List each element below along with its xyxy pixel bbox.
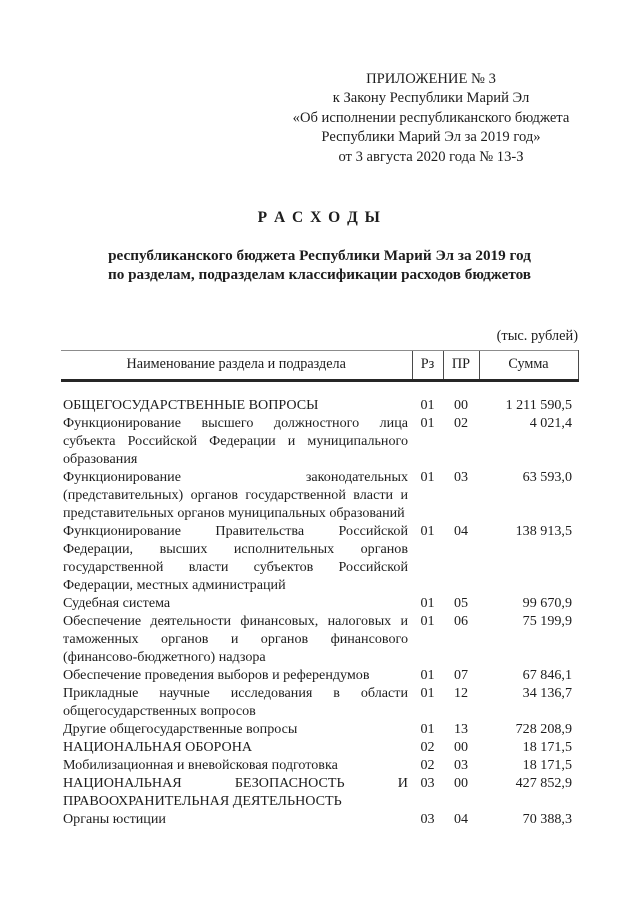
cell-section-name: Органы юстиции <box>63 811 166 827</box>
cell-pr-code: 05 <box>453 595 469 611</box>
cell-sum-value: 70 388,3 <box>522 811 572 827</box>
cell-section-name: Прикладные научные исследования в области общегосударственных вопросов <box>63 685 408 719</box>
cell-section-name: НАЦИОНАЛЬНАЯ БЕЗОПАСНОСТЬ И ПРАВООХРАНИТЕЛЬНАЯ ДЕЯТЕЛЬНОСТЬ <box>63 775 408 809</box>
table-row <box>61 720 578 738</box>
units-note: (тыс. рублей) <box>496 328 578 344</box>
cell-rz-code: 02 <box>420 739 435 755</box>
cell-sum-value: 18 171,5 <box>522 757 572 773</box>
cell-pr-code: 06 <box>453 613 469 629</box>
cell-sum-value: 34 136,7 <box>522 685 572 701</box>
subtitle-line-2: по разделам, подразделам классификации расходов бюджетов <box>107 265 532 283</box>
column-header-pr: ПР <box>443 351 479 381</box>
cell-section-name: Функционирование высшего должностного лица субъекта Российской Федерации и муниципального образования <box>63 415 408 467</box>
appendix-line-4: Республики Марий Эл за 2019 год» <box>321 129 541 146</box>
cell-pr-code: 00 <box>453 397 469 413</box>
subtitle-line-1: республиканского бюджета Республики Марий Эл за 2019 год <box>108 247 531 264</box>
document-subtitle <box>61 247 578 285</box>
cell-pr-code: 04 <box>453 523 469 539</box>
table-row <box>61 774 578 810</box>
appendix-line-2: к Закону Республики Марий Эл <box>332 90 530 107</box>
table-row <box>61 684 578 720</box>
table-row <box>61 468 578 522</box>
budget-table <box>61 350 579 828</box>
cell-pr-code: 03 <box>453 757 469 773</box>
appendix-line-3: «Об исполнении республиканского бюджета <box>292 109 570 126</box>
cell-sum-value: 427 852,9 <box>515 775 572 791</box>
appendix-block <box>248 70 614 167</box>
cell-pr-code: 07 <box>453 667 469 683</box>
cell-sum-value: 728 208,9 <box>515 721 572 737</box>
table-row <box>61 522 578 594</box>
cell-pr-code: 13 <box>453 721 469 737</box>
table-header <box>61 351 578 381</box>
table-row <box>61 810 578 828</box>
table-row <box>61 381 578 415</box>
table-header-row <box>61 351 578 381</box>
cell-rz-code: 01 <box>420 721 435 737</box>
cell-section-name: Обеспечение проведения выборов и референдумов <box>63 667 370 683</box>
table-row <box>61 738 578 756</box>
cell-sum-value: 18 171,5 <box>522 739 572 755</box>
cell-rz-code: 01 <box>420 595 435 611</box>
cell-sum-value: 99 670,9 <box>522 595 572 611</box>
cell-rz-code: 01 <box>420 397 435 413</box>
document-title: Р А С Х О Д Ы <box>257 209 382 226</box>
appendix-line-5: от 3 августа 2020 года № 13-З <box>338 148 524 165</box>
cell-pr-code: 04 <box>453 811 469 827</box>
cell-section-name: НАЦИОНАЛЬНАЯ ОБОРОНА <box>63 739 253 755</box>
cell-sum-value: 67 846,1 <box>522 667 572 683</box>
table-row <box>61 666 578 684</box>
column-header-sum: Сумма <box>479 351 578 381</box>
table-row <box>61 414 578 468</box>
cell-sum-value: 138 913,5 <box>515 523 572 539</box>
cell-sum-value: 63 593,0 <box>522 469 572 485</box>
cell-rz-code: 01 <box>420 613 435 629</box>
appendix-line-1: ПРИЛОЖЕНИЕ № 3 <box>366 71 496 87</box>
column-header-name: Наименование раздела и подраздела <box>61 351 412 381</box>
cell-pr-code: 00 <box>453 739 469 755</box>
cell-section-name: Другие общегосударственные вопросы <box>63 721 298 737</box>
cell-rz-code: 03 <box>420 811 435 827</box>
cell-section-name: Обеспечение деятельности финансовых, налоговых и таможенных органов и органов финансового (финансово-бюджетного) надзора <box>63 613 408 665</box>
cell-pr-code: 02 <box>453 415 469 431</box>
cell-rz-code: 02 <box>420 757 435 773</box>
cell-rz-code: 01 <box>420 667 435 683</box>
table-row <box>61 594 578 612</box>
cell-section-name: Функционирование Правительства Российской Федерации, высших исполнительных органов государственной власти субъектов Российской Федерации, местных администраций <box>63 523 408 593</box>
cell-section-name: Функционирование законодательных (представительных) органов государственной власти и представительных органов муниципальных образований <box>63 469 408 521</box>
table-row <box>61 612 578 666</box>
cell-sum-value: 75 199,9 <box>522 613 572 629</box>
table-row <box>61 756 578 774</box>
cell-rz-code: 01 <box>420 469 435 485</box>
cell-section-name: Мобилизационная и вневойсковая подготовка <box>63 757 338 773</box>
cell-sum-value: 4 021,4 <box>529 415 572 431</box>
cell-pr-code: 03 <box>453 469 469 485</box>
cell-rz-code: 03 <box>420 775 435 791</box>
cell-rz-code: 01 <box>420 523 435 539</box>
cell-pr-code: 12 <box>453 685 469 701</box>
table-body <box>61 381 578 829</box>
cell-rz-code: 01 <box>420 685 435 701</box>
cell-section-name: Судебная система <box>63 595 171 611</box>
cell-rz-code: 01 <box>420 415 435 431</box>
cell-pr-code: 00 <box>453 775 469 791</box>
cell-section-name: ОБЩЕГОСУДАРСТВЕННЫЕ ВОПРОСЫ <box>63 397 319 413</box>
column-header-rz: Рз <box>412 351 443 381</box>
cell-sum-value: 1 211 590,5 <box>505 397 572 413</box>
